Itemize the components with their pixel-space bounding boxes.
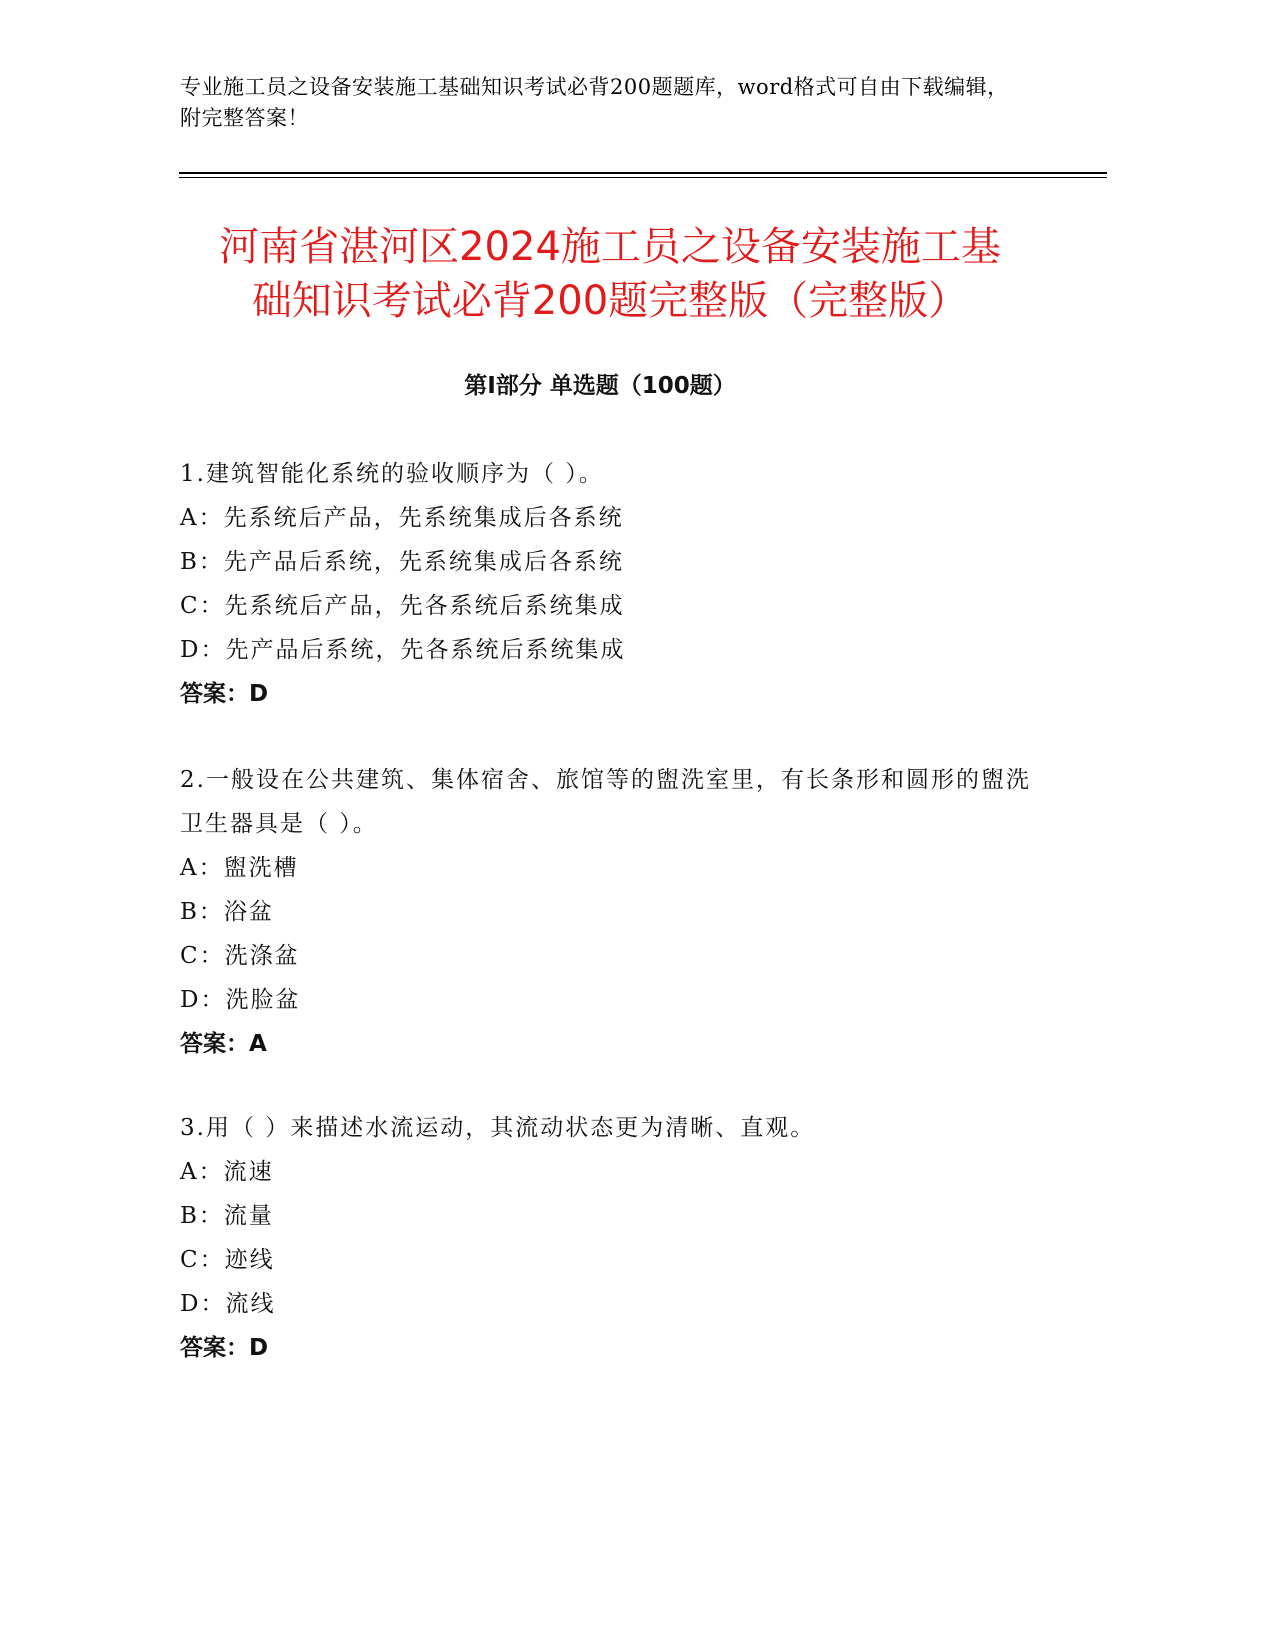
option-d: D：流线 <box>180 1291 276 1317</box>
question-3 <box>180 1106 1040 1370</box>
option-c: C：先系统后产品，先各系统后系统集成 <box>180 593 625 619</box>
option-b: B：流量 <box>180 1203 274 1229</box>
option-b: B：浴盆 <box>180 899 274 925</box>
title-line-2: 础知识考试必背200题完整版（完整版） <box>251 278 969 324</box>
question-text: 1.建筑智能化系统的验收顺序为（ ）。 <box>180 461 604 487</box>
header-divider-thick <box>179 172 1107 174</box>
answer: 答案：D <box>180 1335 269 1361</box>
header-note: 专业施工员之设备安装施工基础知识考试必背200题题库，word格式可自由下载编辑，附完整答案！ <box>180 75 1009 130</box>
option-d: D：先产品后系统，先各系统后系统集成 <box>180 637 626 663</box>
header-divider-thin <box>179 177 1107 178</box>
document-title <box>150 220 1070 328</box>
option-a: A：盥洗槽 <box>180 855 299 881</box>
answer: 答案：A <box>180 1031 267 1057</box>
option-d: D：洗脸盆 <box>180 987 301 1013</box>
answer: 答案：D <box>180 681 269 707</box>
question-2 <box>180 758 1040 1066</box>
option-a: A：流速 <box>180 1159 274 1185</box>
option-c: C：迹线 <box>180 1247 275 1273</box>
question-text: 2.一般设在公共建筑、集体宿舍、旅馆等的盥洗室里，有长条形和圆形的盥洗卫生器具是（ ）。 <box>180 767 1031 837</box>
option-b: B：先产品后系统，先系统集成后各系统 <box>180 549 624 575</box>
section-heading: 第Ⅰ部分 单选题（100题） <box>464 373 736 399</box>
option-a: A：先系统后产品，先系统集成后各系统 <box>180 505 624 531</box>
question-text: 3.用（ ）来描述水流运动，其流动状态更为清晰、直观。 <box>180 1115 816 1141</box>
title-line-1: 河南省湛河区2024施工员之设备安装施工基 <box>219 224 1001 270</box>
option-c: C：洗涤盆 <box>180 943 300 969</box>
question-1 <box>180 452 1040 716</box>
